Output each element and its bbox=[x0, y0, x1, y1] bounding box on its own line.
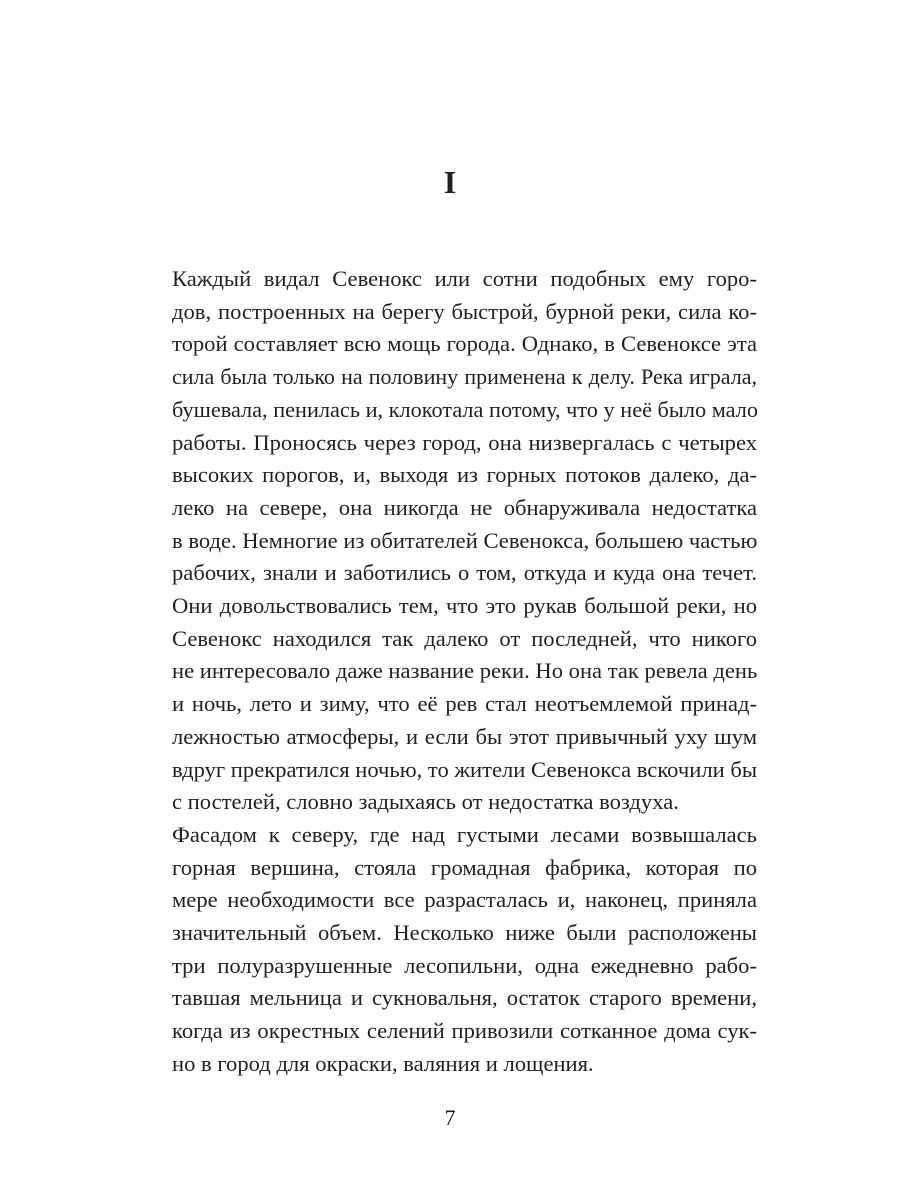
text-line: торой составляет всю мощь города. Однако, в Севеноксе эта bbox=[172, 331, 757, 357]
text-line: бушевала, пенилась и, клокотала потому, что у неё было мало bbox=[172, 396, 759, 422]
text-line: три полуразрушенные лесопильни, одна ежедневно рабо- bbox=[172, 952, 757, 978]
body-text bbox=[140, 263, 757, 1081]
text-line: но в город для окраски, валяния и лощения. bbox=[172, 1050, 594, 1076]
text-line: значительный объем. Несколько ниже были расположены bbox=[172, 920, 757, 946]
text-line: работы. Проносясь через город, она низвергалась с четырех bbox=[172, 429, 757, 455]
paragraph bbox=[140, 819, 757, 1081]
page-number: 7 bbox=[444, 1105, 456, 1130]
text-line: когда из окрестных селений привозили сотканное дома сук- bbox=[172, 1018, 757, 1044]
text-line: лежностью атмосферы, и если бы этот привычный уху шум bbox=[172, 723, 757, 749]
text-line: вдруг прекратился ночью, то жители Севенокса вскочили бы bbox=[172, 756, 758, 782]
text-line: рабочих, знали и заботились о том, откуда и куда она течет. bbox=[172, 560, 757, 586]
text-line: Фасадом к северу, где над густыми лесами возвышалась bbox=[172, 821, 757, 847]
text-line: мере необходимости все разрасталась и, наконец, приняла bbox=[172, 887, 757, 913]
text-line: Они довольствовались тем, что это рукав большой реки, но bbox=[172, 593, 757, 619]
text-line: горная вершина, стояла громадная фабрика, которая по bbox=[172, 854, 757, 880]
text-line: леко на севере, она никогда не обнаруживала недостатка bbox=[172, 494, 757, 520]
text-line: Севенокс находился так далеко от последней, что никого bbox=[172, 625, 757, 651]
text-line: и ночь, лето и зиму, что её рев стал неотъемлемой принад- bbox=[172, 691, 757, 717]
text-line: Каждый видал Севенокс или сотни подобных ему горо- bbox=[172, 266, 757, 291]
text-line: высоких порогов, и, выходя из горных потоков далеко, да- bbox=[172, 462, 757, 488]
text-line: сила была только на половину применена к делу. Река играла, bbox=[172, 364, 757, 390]
chapter-heading: I bbox=[443, 164, 457, 200]
text-line: дов, построенных на берегу быстрой, бурной реки, сила ко- bbox=[172, 298, 757, 324]
text-line: в воде. Немногие из обитателей Севенокса, большею частью bbox=[172, 527, 758, 553]
text-line: с постелей, словно задыхаясь от недостатка воздуха. bbox=[172, 789, 679, 815]
text-line: тавшая мельница и сукновальня, остаток старого времени, bbox=[172, 985, 757, 1011]
text-line: не интересовало даже название реки. Но она так ревела день bbox=[172, 658, 758, 684]
paragraph bbox=[140, 263, 757, 819]
